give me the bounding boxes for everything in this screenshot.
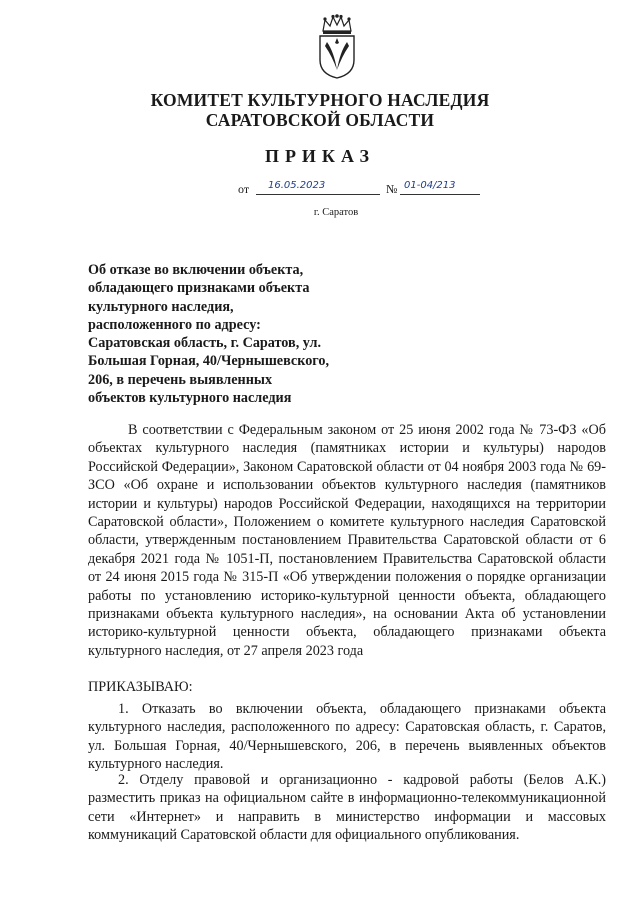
subject-line: обладающего признаками объекта	[88, 280, 310, 297]
number-label: №	[386, 182, 398, 196]
document-title: ПРИКАЗ	[264, 146, 376, 166]
date-value: 16.05.2023	[268, 180, 326, 191]
organization-name-line1: КОМИТЕТ КУЛЬТУРНОГО НАСЛЕДИЯ	[150, 90, 490, 110]
organization-name-line2: САРАТОВСКОЙ ОБЛАСТИ	[205, 110, 435, 130]
subject-line: 206, в перечень выявленных	[88, 371, 273, 388]
number-value: 01-04/213	[404, 180, 456, 191]
order-subject	[88, 261, 388, 407]
order-item-2: 2. Отделу правовой и организационно - кадровой работы (Белов А.К.) разместить приказ на официальном сайте в информационно-телекоммуникационной сети «Интернет» и направить в министерство информации и массовых коммуникаций Саратовской области для официального опубликования.	[88, 772, 606, 844]
preamble-paragraph: В соответствии с Федеральным законом от 25 июня 2002 года № 73-ФЗ «Об объектах культурного наследия (памятниках истории и культуры) народов Российской Федерации», Законом Саратовской области от 04 ноября 2003 года № 69-ЗСО «Об охране и использовании объектов культурного наследия (памятников истории и культуры) народов Российской Федерации, находящихся на территории Саратовской области», Положением о комитете культурного наследия Саратовской области, утвержденным постановлением Правительства Саратовской области от 6 декабря 2021 года № 1051-П, постановлением Правительства Саратовской области от 24 июня 2015 года № 315-П «Об утверждении положения о порядке организации работы по установлению историко-культурной ценности объекта, обладающего признаками объекта культурного наследия», на основании Акта об установлении историко-культурной ценности объекта, обладающего признаками объекта культурного наследия, от 27 апреля 2023 года	[88, 422, 606, 659]
subject-line: расположенного по адресу:	[88, 316, 261, 333]
subject-line: Большая Горная, 40/Чернышевского,	[88, 353, 330, 370]
subject-line: Об отказе во включении объекта,	[88, 262, 304, 278]
city-label: г. Саратов	[313, 207, 359, 218]
order-directive-word: ПРИКАЗЫВАЮ:	[88, 679, 193, 695]
saratov-coat-of-arms-icon	[314, 14, 360, 80]
date-label: от	[238, 182, 250, 196]
order-item-1: 1. Отказать во включении объекта, обладающего признаками объекта культурного наследия, расположенного по адресу: Саратовская область, г. Саратов, ул. Большая Горная, 40/Чернышевского, 206, в перечень выявленных объектов культурного наследия.	[88, 701, 606, 773]
subject-line: объектов культурного наследия	[88, 390, 292, 407]
subject-line: Саратовская область, г. Саратов, ул.	[88, 335, 322, 352]
subject-line: культурного наследия,	[88, 298, 234, 315]
